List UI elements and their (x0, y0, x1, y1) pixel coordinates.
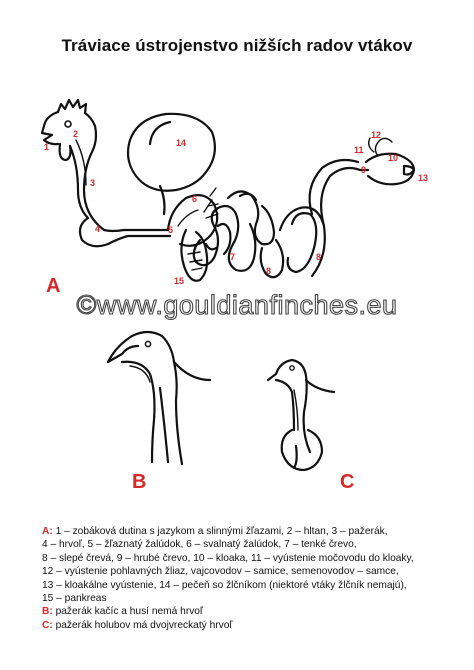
label-14: 14 (176, 138, 187, 148)
legend-c-row (42, 619, 462, 632)
label-6: 6 (192, 194, 198, 204)
legend-a-line-5: 13 – kloakálne vyústenie, 14 – pečeň so žlčníkom (niektoré vtáky žlčník nemajú), (42, 579, 407, 591)
legend-a-line-6: 15 – pankreas (42, 593, 107, 605)
label-8-left: 8 (266, 266, 272, 276)
legend-a-line-2: 4 – hrvoľ, 5 – žľaznatý žalúdok, 6 – svalnatý žalúdok, 7 – tenké črevo, (42, 539, 357, 551)
label-5: 5 (168, 225, 174, 235)
label-13: 13 (418, 173, 429, 183)
legend (42, 525, 462, 632)
label-11: 11 (354, 145, 364, 155)
legend-b-row (42, 605, 462, 618)
legend-a-row-5 (42, 579, 462, 592)
label-12: 12 (371, 130, 382, 140)
legend-a-key: A: (42, 526, 53, 537)
legend-a-row-1 (42, 525, 462, 538)
watermark: ©www.gouldianfinches.eu (76, 290, 398, 320)
legend-a-row-3 (42, 552, 462, 565)
figure-letter-b: B (132, 471, 147, 493)
figure-letter-c: C (340, 471, 355, 493)
label-1: 1 (44, 142, 50, 152)
label-10: 10 (388, 153, 399, 163)
label-15: 15 (174, 276, 185, 286)
legend-b-key: B: (42, 606, 53, 618)
figure-c-drawing (268, 360, 334, 470)
legend-a-row-2 (42, 538, 462, 551)
figure-b-drawing (108, 332, 210, 464)
figure-a-drawing (42, 100, 414, 281)
legend-a-line-3: 8 – slepé črevá, 9 – hrubé črevo, 10 – kloaka, 11 – vyústenie močovodu do kloaky, (42, 552, 414, 564)
legend-a-line-4: 12 – vyústenie pohlavných žliaz, vajcovodov – samice, semenovodov – samce, (42, 566, 399, 578)
label-4: 4 (95, 224, 101, 234)
label-8-right: 8 (316, 252, 322, 262)
legend-a-line-1: 1 – zobáková dutina s jazykom a slinnými žľazami, 2 – hltan, 3 – pažerák, (52, 526, 388, 537)
legend-a-row-6 (42, 592, 462, 605)
label-7: 7 (230, 252, 236, 262)
legend-c-key: C: (42, 619, 53, 631)
label-2: 2 (73, 129, 79, 139)
part-labels (44, 129, 428, 286)
figure-letter-a: A (46, 275, 61, 297)
label-3: 3 (90, 178, 96, 188)
legend-b-text: pažerák kačíc a husí nemá hrvoľ (52, 606, 203, 618)
legend-c-text: pažerák holubov má dvojvreckatý hrvoľ (52, 619, 233, 631)
page-title: Tráviace ústrojenstvo nižších radov vtákov (61, 36, 413, 55)
legend-a-row-4 (42, 565, 462, 578)
label-9: 9 (361, 165, 367, 175)
